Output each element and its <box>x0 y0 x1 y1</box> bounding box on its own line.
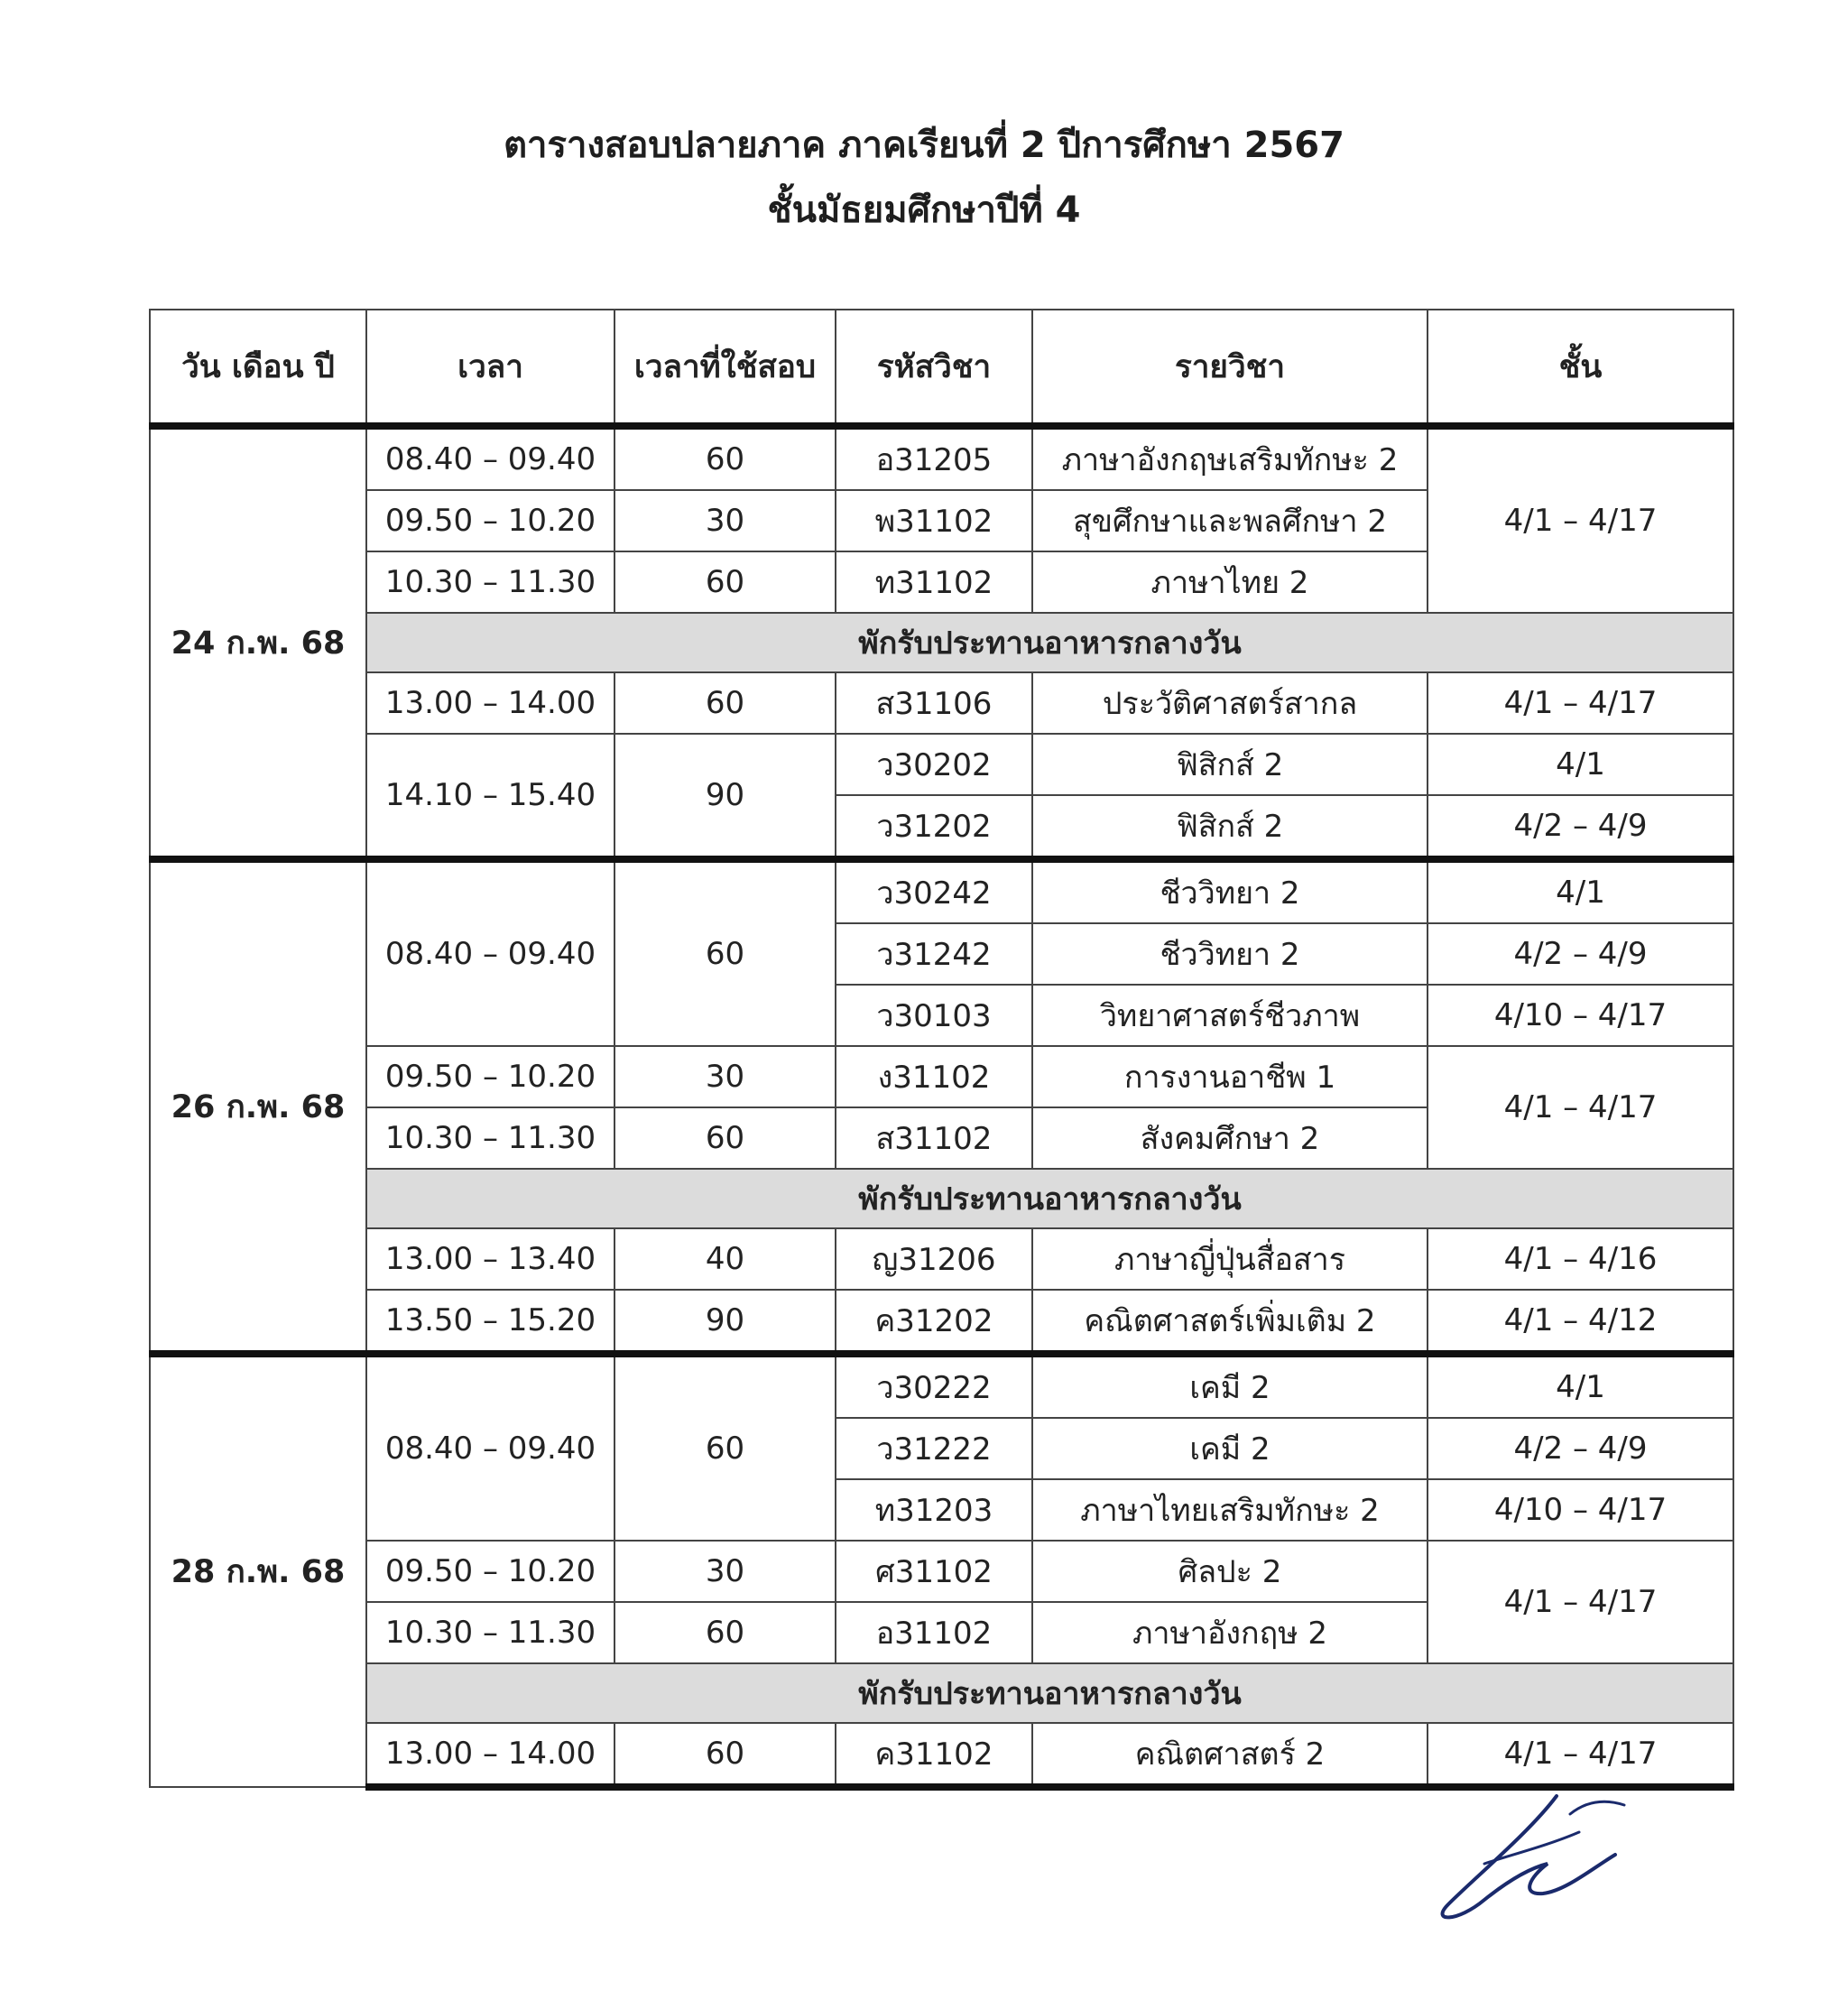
subject-code: อ31102 <box>836 1602 1032 1663</box>
exam-duration: 60 <box>614 1354 836 1541</box>
exam-duration: 60 <box>614 1107 836 1169</box>
subject-name: เคมี 2 <box>1032 1354 1428 1418</box>
subject-code: ว30202 <box>836 734 1032 795</box>
header-date: วัน เดือน ปี <box>150 310 366 426</box>
subject-name: การงานอาชีพ 1 <box>1032 1046 1428 1107</box>
exam-time: 09.50 – 10.20 <box>366 1046 614 1107</box>
subject-code: ส31102 <box>836 1107 1032 1169</box>
lunch-break-row <box>150 613 1733 672</box>
exam-schedule-table <box>149 309 1734 1791</box>
exam-time: 08.40 – 09.40 <box>366 426 614 490</box>
subject-code: ท31102 <box>836 551 1032 613</box>
class-range: 4/10 – 4/17 <box>1428 985 1733 1046</box>
table-row <box>150 672 1733 734</box>
exam-duration: 30 <box>614 1046 836 1107</box>
exam-time: 14.10 – 15.40 <box>366 734 614 859</box>
exam-duration: 60 <box>614 1602 836 1663</box>
exam-time: 10.30 – 11.30 <box>366 551 614 613</box>
exam-date: 26 ก.พ. 68 <box>150 859 366 1354</box>
table-row <box>150 1541 1733 1602</box>
signature-icon <box>1421 1778 1638 1922</box>
subject-code: ว30103 <box>836 985 1032 1046</box>
subject-code: ว30222 <box>836 1354 1032 1418</box>
subject-code: ว31242 <box>836 923 1032 985</box>
subject-name: ภาษาไทยเสริมทักษะ 2 <box>1032 1479 1428 1541</box>
header-code: รหัสวิชา <box>836 310 1032 426</box>
class-range: 4/1 – 4/17 <box>1428 1046 1733 1169</box>
exam-date: 24 ก.พ. 68 <box>150 426 366 859</box>
subject-name: ภาษาญี่ปุ่นสื่อสาร <box>1032 1228 1428 1290</box>
subject-name: ภาษาอังกฤษเสริมทักษะ 2 <box>1032 426 1428 490</box>
subject-name: ชีววิทยา 2 <box>1032 859 1428 923</box>
subject-name: ฟิสิกส์ 2 <box>1032 795 1428 859</box>
exam-time: 08.40 – 09.40 <box>366 859 614 1046</box>
subject-code: ญ31206 <box>836 1228 1032 1290</box>
subject-code: อ31205 <box>836 426 1032 490</box>
header-row <box>150 310 1733 426</box>
lunch-break-label: พักรับประทานอาหารกลางวัน <box>366 1663 1733 1723</box>
subject-name: ภาษาอังกฤษ 2 <box>1032 1602 1428 1663</box>
subject-code: ว31222 <box>836 1418 1032 1479</box>
lunch-break-row <box>150 1169 1733 1228</box>
table-row <box>150 734 1733 795</box>
exam-duration: 60 <box>614 551 836 613</box>
subject-name: สุขศึกษาและพลศึกษา 2 <box>1032 490 1428 551</box>
class-range: 4/1 – 4/16 <box>1428 1228 1733 1290</box>
subject-name: ฟิสิกส์ 2 <box>1032 734 1428 795</box>
subject-code: ว31202 <box>836 795 1032 859</box>
document-subtitle: ชั้นมัธยมศึกษาปีที่ 4 <box>767 190 1081 231</box>
subject-name: วิทยาศาสตร์ชีวภาพ <box>1032 985 1428 1046</box>
exam-time: 08.40 – 09.40 <box>366 1354 614 1541</box>
exam-time: 09.50 – 10.20 <box>366 490 614 551</box>
header-class: ชั้น <box>1428 310 1733 426</box>
exam-duration: 90 <box>614 1290 836 1354</box>
subject-name: สังคมศึกษา 2 <box>1032 1107 1428 1169</box>
subject-code: ค31102 <box>836 1723 1032 1787</box>
subject-name: ศิลปะ 2 <box>1032 1541 1428 1602</box>
class-range: 4/1 – 4/17 <box>1428 1541 1733 1663</box>
header-subject: รายวิชา <box>1032 310 1428 426</box>
lunch-break-label: พักรับประทานอาหารกลางวัน <box>366 1169 1733 1228</box>
class-range: 4/1 – 4/17 <box>1428 1723 1733 1787</box>
subject-code: ศ31102 <box>836 1541 1032 1602</box>
exam-duration: 60 <box>614 859 836 1046</box>
lunch-break-label: พักรับประทานอาหารกลางวัน <box>366 613 1733 672</box>
exam-duration: 60 <box>614 426 836 490</box>
header-duration: เวลาที่ใช้สอบ <box>614 310 836 426</box>
lunch-break-row <box>150 1663 1733 1723</box>
table-row <box>150 1228 1733 1290</box>
header-time: เวลา <box>366 310 614 426</box>
class-range: 4/2 – 4/9 <box>1428 923 1733 985</box>
class-range: 4/1 – 4/12 <box>1428 1290 1733 1354</box>
exam-duration: 40 <box>614 1228 836 1290</box>
subject-name: คณิตศาสตร์ 2 <box>1032 1723 1428 1787</box>
document-title: ตารางสอบปลายภาค ภาคเรียนที่ 2 ปีการศึกษา 2567 <box>504 125 1344 166</box>
exam-time: 13.50 – 15.20 <box>366 1290 614 1354</box>
subject-code: ง31102 <box>836 1046 1032 1107</box>
exam-time: 10.30 – 11.30 <box>366 1602 614 1663</box>
table-row <box>150 859 1733 923</box>
subject-name: ประวัติศาสตร์สากล <box>1032 672 1428 734</box>
table-row <box>150 1046 1733 1107</box>
subject-code: ส31106 <box>836 672 1032 734</box>
exam-time: 10.30 – 11.30 <box>366 1107 614 1169</box>
subject-code: ค31202 <box>836 1290 1032 1354</box>
exam-time: 13.00 – 14.00 <box>366 672 614 734</box>
subject-code: ว30242 <box>836 859 1032 923</box>
exam-date: 28 ก.พ. 68 <box>150 1354 366 1787</box>
class-range: 4/1 <box>1428 734 1733 795</box>
exam-time: 09.50 – 10.20 <box>366 1541 614 1602</box>
table-row <box>150 1290 1733 1354</box>
exam-duration: 60 <box>614 672 836 734</box>
exam-duration: 60 <box>614 1723 836 1787</box>
exam-duration: 30 <box>614 490 836 551</box>
subject-name: ชีววิทยา 2 <box>1032 923 1428 985</box>
exam-duration: 90 <box>614 734 836 859</box>
class-range: 4/2 – 4/9 <box>1428 795 1733 859</box>
exam-duration: 30 <box>614 1541 836 1602</box>
subject-name: เคมี 2 <box>1032 1418 1428 1479</box>
class-range: 4/10 – 4/17 <box>1428 1479 1733 1541</box>
table-row <box>150 426 1733 490</box>
class-range: 4/1 – 4/17 <box>1428 672 1733 734</box>
subject-name: คณิตศาสตร์เพิ่มเติม 2 <box>1032 1290 1428 1354</box>
exam-time: 13.00 – 13.40 <box>366 1228 614 1290</box>
subject-code: พ31102 <box>836 490 1032 551</box>
class-range: 4/1 <box>1428 1354 1733 1418</box>
table-row <box>150 1354 1733 1418</box>
subject-name: ภาษาไทย 2 <box>1032 551 1428 613</box>
exam-time: 13.00 – 14.00 <box>366 1723 614 1787</box>
subject-code: ท31203 <box>836 1479 1032 1541</box>
class-range: 4/1 <box>1428 859 1733 923</box>
class-range: 4/1 – 4/17 <box>1428 426 1733 613</box>
class-range: 4/2 – 4/9 <box>1428 1418 1733 1479</box>
